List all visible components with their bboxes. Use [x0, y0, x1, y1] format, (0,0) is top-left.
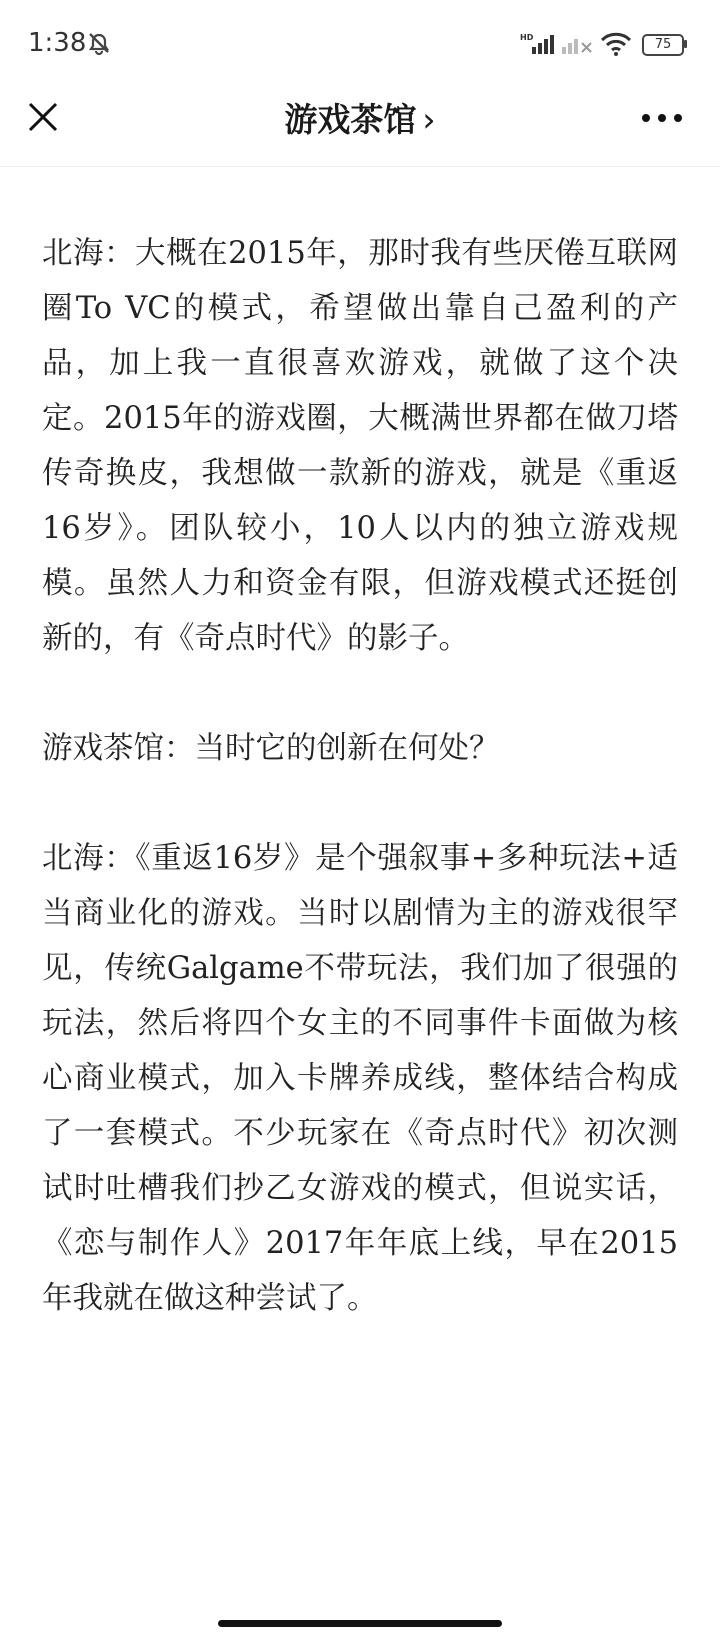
home-indicator[interactable]	[218, 1620, 502, 1627]
nav-bar	[0, 80, 720, 167]
paragraph-1: 北海：大概在2015年，那时我有些厌倦互联网圈To VC的模式，希望做出靠自己盈利的产品，加上我一直很喜欢游戏，就做了这个决定。2015年的游戏圈，大概满世界都在做刀塔传奇换皮，我想做一款新的游戏，就是《重返16岁》。团队较小，10人以内的独立游戏规模。虽然人力和资金有限，但游戏模式还挺创新的，有《奇点时代》的影子。	[42, 236, 678, 656]
status-time: 1:38	[28, 28, 87, 58]
svg-text:HD: HD	[520, 33, 534, 42]
muted-bell-icon	[86, 30, 112, 56]
paragraph-2: 游戏茶馆：当时它的创新在何处？	[42, 731, 500, 766]
more-icon[interactable]	[638, 98, 694, 142]
account-title-link[interactable]	[0, 94, 720, 141]
signal-icon	[560, 33, 594, 55]
page-title: 游戏茶馆	[284, 100, 417, 139]
battery-icon	[642, 34, 688, 56]
chevron-right-icon: ›	[422, 100, 436, 139]
battery-level: 75	[642, 34, 684, 56]
wifi-icon	[600, 32, 632, 56]
hd-signal-icon	[520, 33, 554, 55]
article-body	[42, 226, 678, 1381]
paragraph-3: 北海：《重返16岁》是个强叙事+多种玩法+适当商业化的游戏。当时以剧情为主的游戏很罕见，传统Galgame不带玩法，我们加了很强的玩法，然后将四个女主的不同事件卡面做为核心商业模式，加入卡牌养成线，整体结合构成了一套模式。不少玩家在《奇点时代》初次测试时吐槽我们抄乙女游戏的模式，但说实话，《恋与制作人》2017年年底上线，早在2015年我就在做这种尝试了。	[42, 841, 678, 1316]
status-bar	[0, 0, 720, 90]
